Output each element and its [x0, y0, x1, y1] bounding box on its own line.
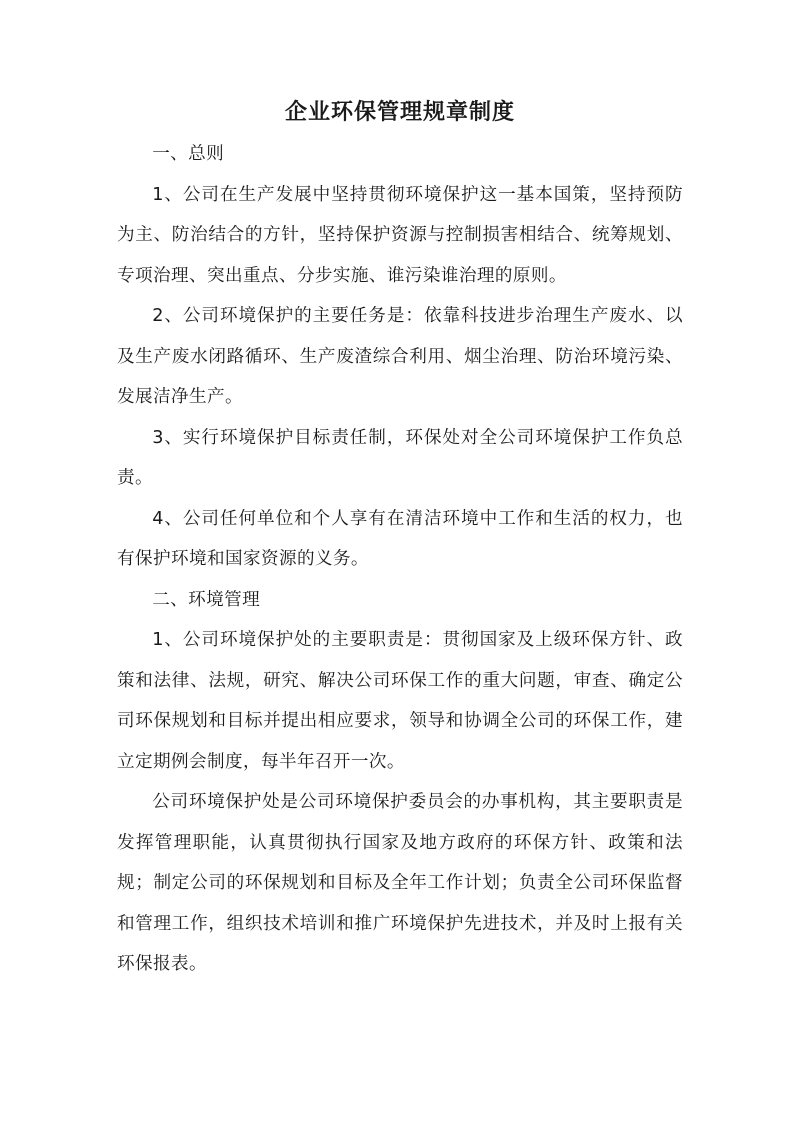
section-heading: 一、总则: [152, 144, 225, 164]
paragraph: 1、公司在生产发展中坚持贯彻环境保护这一基本国策，坚持预防为主、防治结合的方针，坚持保护资源与控制损害相结合、统筹规划、专项治理、突出重点、分步实施、谁污染谁治理的原则。: [117, 184, 683, 286]
section-heading: 二、环境管理: [152, 589, 261, 610]
paragraph: 公司环境保护处是公司环境保护委员会的办事机构，其主要职责是发挥管理职能，认真贯彻执行国家及地方政府的环保方针、政策和法规；制定公司的环保规划和目标及全年工作计划；负责全公司环保监督和管理工作，组织技术培训和推广环境保护先进技术，并及时上报有关环保报表。: [117, 792, 683, 974]
paragraph: 2、公司环境保护的主要任务是：依靠科技进步治理生产废水、以及生产废水闭路循环、生产废渣综合利用、烟尘治理、防治环境污染、发展洁净生产。: [117, 306, 683, 407]
document-body: [117, 134, 683, 985]
paragraph: 3、实行环境保护目标责任制，环保处对全公司环境保护工作负总责。: [117, 427, 683, 488]
document-title: 企业环保管理规章制度: [284, 100, 515, 125]
paragraph: 1、公司环境保护处的主要职责是：贯彻国家及上级环保方针、政策和法律、法规，研究、解决公司环保工作的重大问题，审查、确定公司环保规划和目标并提出相应要求，领导和协调全公司的环保工作，建立定期例会制度，每半年召开一次。: [117, 630, 683, 772]
paragraph: 4、公司任何单位和个人享有在清洁环境中工作和生活的权力，也有保护环境和国家资源的义务。: [117, 508, 683, 569]
